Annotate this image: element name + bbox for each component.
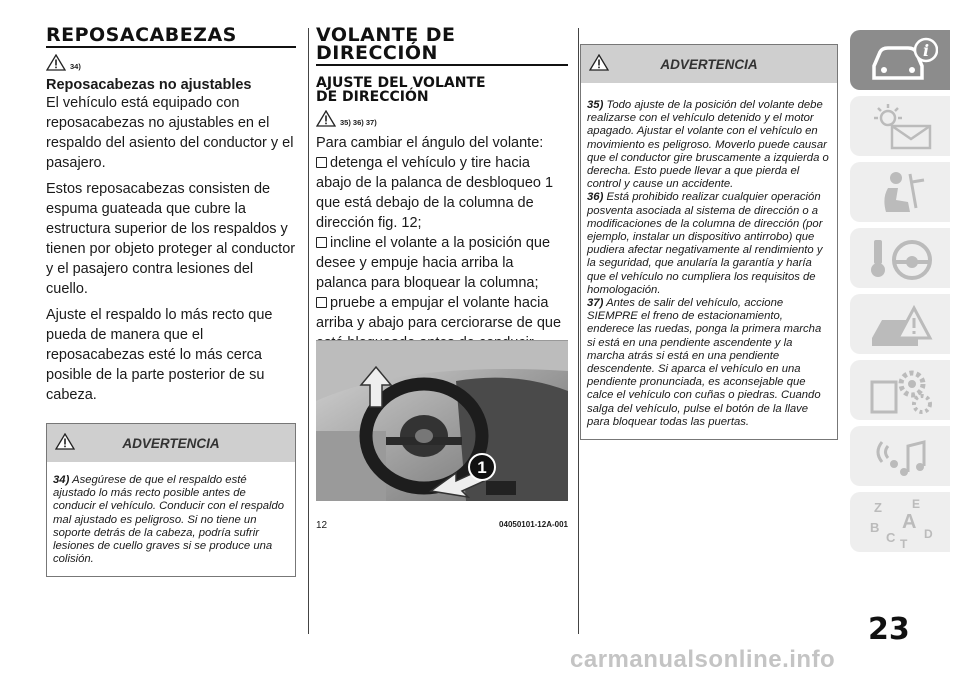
bullet-item — [316, 153, 568, 233]
media-icon — [868, 432, 938, 482]
column-steering-wheel — [316, 26, 568, 353]
svg-text:i: i — [922, 41, 930, 60]
section-title-line: VOLANTE DE — [316, 24, 456, 46]
title-rule — [316, 64, 568, 66]
figure-code: 04050101-12A-001 — [499, 520, 568, 529]
watermark: carmanualsonline.info — [570, 646, 836, 673]
figure-number: 12 — [316, 520, 328, 531]
column-divider — [308, 28, 309, 634]
warning-text: Asegúrese de que el respaldo esté ajustado lo más recto posible antes de conducir el vehículo. Conducir con el respaldo mal ajustado es peligroso. Si no tiene un soporte detrás de la cabeza, podría sufrir lesiones de cuello graves si se produce una colisión. — [53, 474, 285, 566]
bullet-box-icon — [316, 157, 327, 168]
index-letter: E — [912, 498, 921, 511]
warning-header — [581, 45, 837, 83]
warning-title: ADVERTENCIA — [660, 56, 758, 72]
column-warnings — [580, 44, 838, 440]
warning-triangle-icon — [589, 54, 609, 71]
warning-number: 34) — [53, 474, 70, 486]
warning-text: Todo ajuste de la posición del volante debe realizarse con el vehículo detenido y el motor apagado. Ajustar el volante con el vehículo en movimiento es peligroso. Moverlo puede causar que el conductor gire bruscamente a izquierda o derecha. Esto puede llevar a que pierda el control y cause un accidente. — [587, 99, 829, 191]
warning-reference — [46, 54, 296, 71]
steering-wheel-photo — [316, 341, 568, 501]
warning-text: Está prohibido realizar cualquier operación posventa asociada al sistema de dirección o a modificaciones de la columna de dirección (por ejemplo, instalar un dispositivo antirrobo) que pudiera afectar negativamente al rendimiento y la seguridad, que anularía la garantía y haría que el vehículo no cumpliera los requisitos de homologación. — [587, 191, 823, 296]
warning-body — [581, 83, 837, 439]
index-letter: C — [886, 530, 896, 545]
column-headrests — [46, 26, 296, 577]
title-rule — [46, 46, 296, 48]
page-number: 23 — [868, 612, 910, 647]
dashboard-lights-icon — [868, 102, 938, 152]
callout-number: 1 — [477, 458, 487, 477]
chapter-tabs — [850, 30, 950, 558]
column-divider — [578, 28, 579, 634]
warning-item — [587, 191, 831, 297]
bullet-box-icon — [316, 237, 327, 248]
body-paragraph: El vehículo está equipado con reposacabezas no ajustables en el respaldo del asiento del conductor y el pasajero. — [46, 95, 294, 171]
tab-maintenance[interactable] — [850, 360, 950, 420]
index-letter: D — [924, 527, 933, 541]
warning-title: ADVERTENCIA — [122, 435, 220, 451]
warning-triangle-icon — [55, 433, 75, 450]
figure-steering-column — [316, 340, 568, 501]
section-title: REPOSACABEZAS — [46, 24, 237, 46]
bullet-text: pruebe a empujar el volante hacia arriba y abajo para cerciorarse de que — [316, 295, 562, 331]
warning-header — [47, 424, 295, 462]
index-letters-icon — [868, 498, 938, 548]
key-steering-icon — [868, 234, 938, 284]
index-letter: T — [900, 537, 908, 548]
warning-body — [47, 462, 295, 576]
index-letter: B — [870, 520, 880, 535]
bullet-box-icon — [316, 297, 327, 308]
subsection-title-line: DE DIRECCIÓN — [316, 89, 429, 105]
maintenance-gears-icon — [868, 366, 938, 416]
body-paragraph: Estos reposacabezas consisten de espuma guateada que cubre la estructura superior de los respaldos y tienen por objeto proteger al conductor y el pasajero contra lesiones del cuello. — [46, 181, 296, 297]
subsection-heading: Reposacabezas no ajustables — [46, 77, 252, 93]
body-paragraph: Ajuste el respaldo lo más recto que pueda de manera que el reposacabezas esté lo más cerca posible de la parte posterior de su cabeza. — [46, 307, 273, 403]
tab-vehicle-knowledge[interactable] — [850, 30, 950, 90]
warning-number: 37) — [587, 297, 604, 310]
warning-number: 36) — [587, 191, 604, 204]
body-paragraph: Para cambiar el ángulo del volante: — [316, 135, 544, 151]
bullet-text: detenga el vehículo y tire hacia abajo de la palanca de desbloqueo 1 que está debajo de la columna de dirección fig. 12; — [316, 155, 554, 231]
bullet-text: incline el volante a la posición que desee y empuje hacia arriba la palanca para bloquear la columna; — [316, 235, 551, 291]
warning-reference — [316, 110, 568, 127]
warning-number: 35) — [587, 99, 604, 111]
index-letter: A — [902, 511, 917, 533]
section-title — [316, 26, 568, 62]
reference-numbers: 34) — [70, 62, 81, 71]
subsection-title-line: AJUSTE DEL VOLANTE — [316, 75, 486, 91]
warning-triangle-icon — [46, 54, 66, 71]
tab-multimedia[interactable] — [850, 426, 950, 486]
tab-index[interactable] — [850, 492, 950, 552]
warning-item — [587, 297, 831, 429]
warning-box — [46, 423, 296, 577]
section-title-line: DIRECCIÓN — [316, 42, 438, 64]
figure-caption — [316, 520, 568, 531]
car-info-icon — [868, 36, 938, 86]
warning-box — [580, 44, 838, 440]
index-letter: Z — [874, 500, 882, 515]
subsection-title — [316, 76, 568, 104]
warning-text: Antes de salir del vehículo, accione SIEMPRE el freno de estacionamiento, enderece las ruedas, ponga la primera marcha si está en una pendiente ascendente y la marcha atrás si está en una pendiente descendente. Si aparca el vehículo en una pendiente pronunciada, es aconsejable que calce el vehículo con cuñas o piedras. Cuando salga del vehículo, pulse el botón de la llave para bloquear todas las puertas. — [587, 297, 822, 428]
tab-emergency[interactable] — [850, 294, 950, 354]
airbag-seat-icon — [868, 168, 938, 218]
emergency-icon — [868, 300, 938, 350]
warning-triangle-icon — [316, 110, 336, 127]
warning-item — [587, 99, 831, 191]
tab-starting-driving[interactable] — [850, 228, 950, 288]
tab-safety[interactable] — [850, 162, 950, 222]
tab-dashboard[interactable] — [850, 96, 950, 156]
reference-numbers: 35) 36) 37) — [340, 118, 377, 127]
bullet-item — [316, 233, 568, 293]
